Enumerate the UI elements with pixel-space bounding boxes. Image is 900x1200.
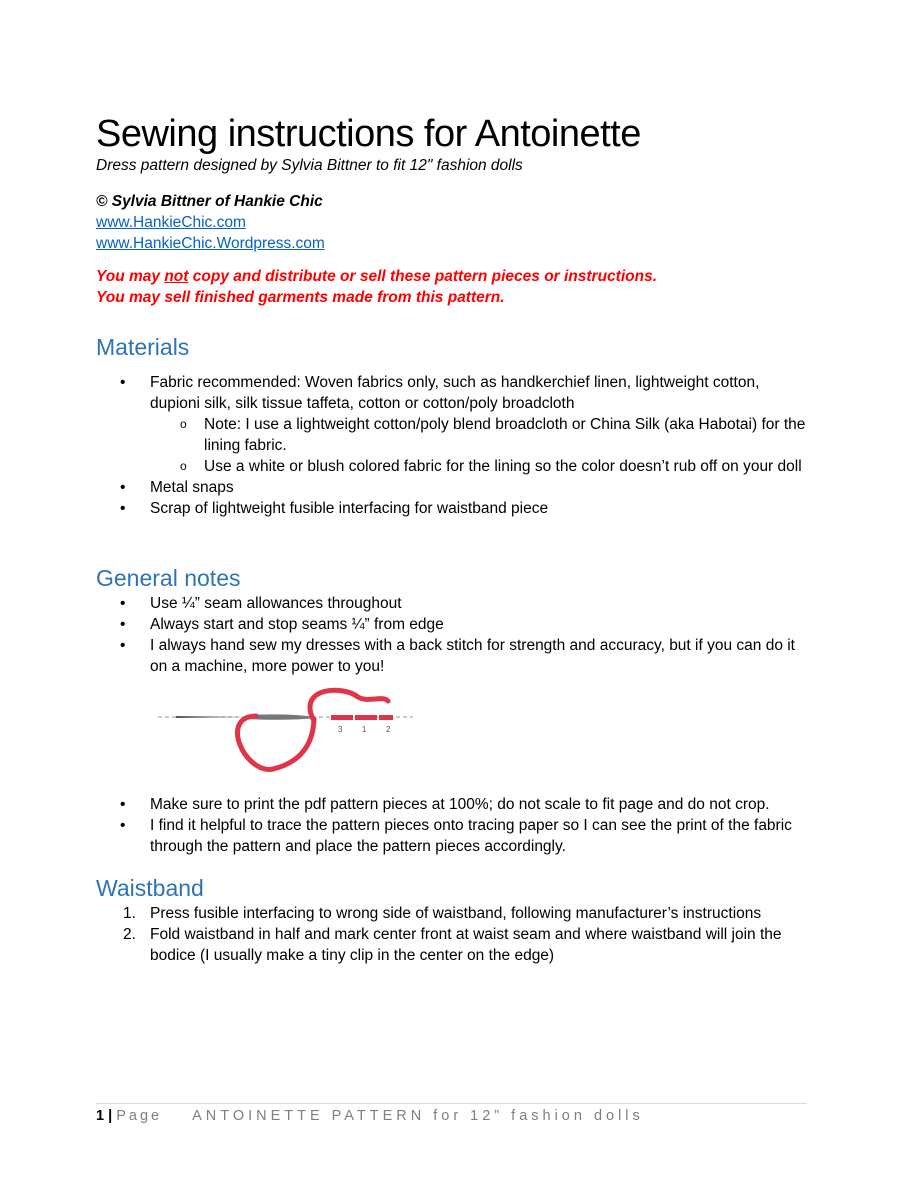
stitch-segment xyxy=(355,715,377,720)
stitch-label-1: 1 xyxy=(362,725,367,734)
general-notes-list-continued xyxy=(96,794,808,857)
list-item: • Make sure to print the pdf pattern pieces at 100%; do not scale to fit page and do not crop. xyxy=(96,794,808,815)
needle-shaft xyxy=(176,716,246,718)
warning-line-1-post: copy and distribute or sell these pattern pieces or instructions. xyxy=(188,268,658,285)
materials-heading: Materials xyxy=(96,334,190,360)
document-page xyxy=(96,112,808,966)
page-subtitle: Dress pattern designed by Sylvia Bittner to fit 12" fashion dolls xyxy=(96,157,523,174)
link-hankiechic-wordpress[interactable]: www.HankieChic.Wordpress.com xyxy=(96,235,325,252)
list-item: • Use ¼” seam allowances throughout xyxy=(96,593,808,614)
thread-lower-loop xyxy=(237,716,314,769)
list-item: • Scrap of lightweight fusible interfacing for waistband piece xyxy=(96,498,808,519)
thread-upper-loop xyxy=(310,690,388,719)
step-number: 1. xyxy=(123,905,136,922)
list-item: • I always hand sew my dresses with a back stitch for strength and accuracy, but if you can do it on a machine, more power to you! xyxy=(96,635,808,677)
general-notes-heading: General notes xyxy=(96,565,241,591)
link-hankiechic[interactable]: www.HankieChic.com xyxy=(96,214,246,231)
page-word: Page xyxy=(116,1108,163,1124)
materials-list xyxy=(96,372,808,519)
step-number: 2. xyxy=(123,926,136,943)
stitch-label-3: 3 xyxy=(338,725,343,734)
copyright-notice: © Sylvia Bittner of Hankie Chic xyxy=(96,193,323,210)
materials-sub-list xyxy=(150,414,808,477)
stitch-label-2: 2 xyxy=(386,725,391,734)
stitch-segment xyxy=(331,715,353,720)
warning-line-1-pre: You may xyxy=(96,268,165,285)
list-item: • Metal snaps xyxy=(96,477,808,498)
list-item: • Always start and stop seams ¼” from edge xyxy=(96,614,808,635)
copyright-warning xyxy=(96,266,808,308)
waistband-heading: Waistband xyxy=(96,875,204,901)
page-number: 1 xyxy=(96,1108,105,1124)
backstitch-illustration xyxy=(148,687,418,779)
footer-document-title: ANTOINETTE PATTERN for 12” fashion dolls xyxy=(192,1108,644,1124)
footer-separator: | xyxy=(104,1108,117,1124)
list-item: o Note: I use a lightweight cotton/poly blend broadcloth or China Silk (aka Habotai) for the lining fabric. xyxy=(150,414,808,456)
warning-line-2: You may sell finished garments made from this pattern. xyxy=(96,289,505,306)
step-text: Press fusible interfacing to wrong side of waistband, following manufacturer’s instructions xyxy=(150,905,762,922)
list-item: o Use a white or blush colored fabric for the lining so the color doesn’t rub off on your doll xyxy=(150,456,808,477)
page-title: Sewing instructions for Antoinette xyxy=(96,113,641,155)
warning-line-1 xyxy=(96,266,808,287)
list-item: • I find it helpful to trace the pattern pieces onto tracing paper so I can see the print of the fabric through the pattern and place the pattern pieces accordingly. xyxy=(96,815,808,857)
list-item xyxy=(96,372,808,477)
warning-not-emphasis: not xyxy=(164,268,189,285)
step-text: Fold waistband in half and mark center front at waist seam and where waistband will join the bodice (I usually make a tiny clip in the center on the edge) xyxy=(150,926,782,964)
page-footer xyxy=(96,1103,807,1126)
list-item xyxy=(96,903,808,924)
stitch-segment xyxy=(379,715,393,720)
materials-item-fabric: Fabric recommended: Woven fabrics only, such as handkerchief linen, lightweight cotton, dupioni silk, silk tissue taffeta, cotton or cotton/poly broadcloth xyxy=(150,374,760,412)
general-notes-list xyxy=(96,593,808,677)
list-item xyxy=(96,924,808,966)
waistband-steps xyxy=(96,903,808,966)
